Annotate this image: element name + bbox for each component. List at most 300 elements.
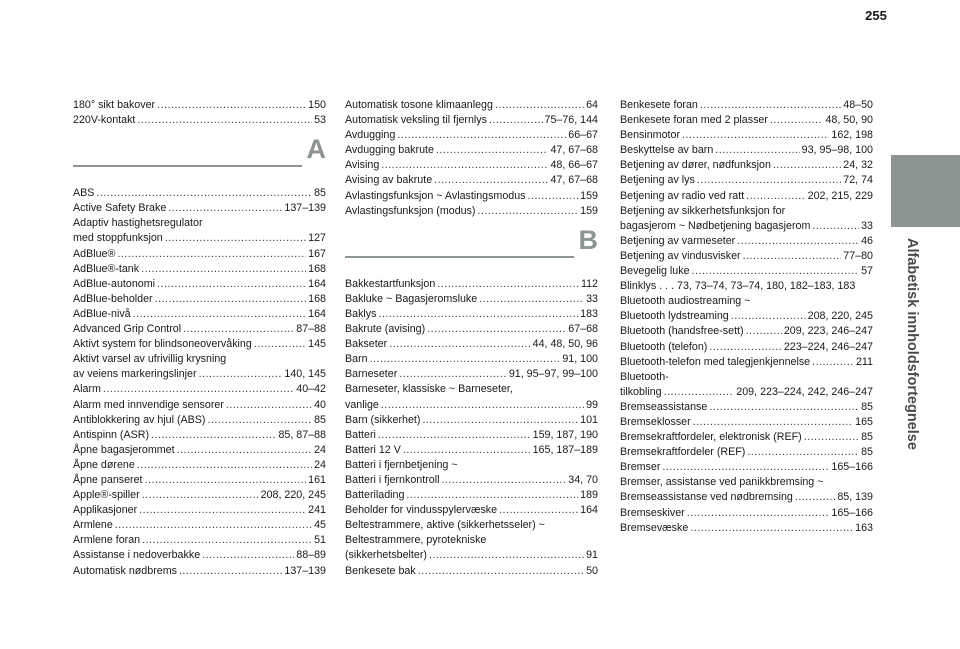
dot-leader: [151, 428, 276, 443]
index-entry: [620, 128, 873, 143]
index-entry: [620, 521, 873, 536]
entry-pages: 66–67: [568, 129, 598, 142]
entry-term: Betjening av dører, nødfunksjon: [620, 159, 771, 172]
entry-term: Aktivt system for blindsoneovervåking: [73, 338, 252, 351]
entry-pages: 140, 145: [284, 368, 326, 381]
entries-b-cont: [620, 98, 873, 536]
entry-term: Assistanse i nedoverbakke: [73, 549, 201, 562]
index-entry: [620, 400, 873, 415]
index-entry: [73, 277, 326, 292]
index-entry: [73, 398, 326, 413]
entry-pages: 164: [308, 307, 326, 320]
index-entry: [73, 518, 326, 533]
entry-pages: 163: [855, 521, 873, 534]
entry-term: AdBlue®: [73, 247, 116, 260]
dot-leader: [142, 488, 259, 503]
index-entry: [620, 340, 873, 355]
index-entry: [620, 264, 873, 279]
dot-leader: [709, 400, 859, 415]
entry-term: Batteri i fjernkontroll: [345, 473, 440, 486]
index-entry: [73, 186, 326, 201]
entry-term: Baklys: [345, 307, 377, 320]
dot-leader: [687, 506, 830, 521]
dot-leader: [528, 189, 579, 204]
entry-term: Automatisk nødbrems: [73, 564, 177, 577]
entry-pages: 91: [586, 549, 598, 562]
entry-term: AdBlue®-tank: [73, 262, 140, 275]
dot-leader: [690, 521, 853, 536]
entries-b: [345, 277, 598, 579]
entry-pages: 75–76, 144: [544, 114, 598, 127]
dot-leader: [183, 322, 294, 337]
entry-pages: 67–68: [568, 323, 598, 336]
index-entry: [345, 189, 598, 204]
dot-leader: [693, 415, 853, 430]
index-entry: [73, 337, 326, 352]
index-entry: Beltestrammere, pyrotekniske: [345, 534, 487, 547]
entry-pages: 51: [314, 534, 326, 547]
entry-term: Åpne panseret: [73, 473, 143, 486]
index-entry: Bluetooth-: [620, 370, 669, 383]
dot-leader: [141, 262, 306, 277]
entry-term: Bluetooth-telefon med talegjenkjennelse: [620, 355, 811, 368]
dot-leader: [399, 367, 507, 382]
entry-pages: 161: [308, 473, 326, 486]
entry-pages: 189: [580, 489, 598, 502]
entry-pages: 45: [314, 519, 326, 532]
dot-leader: [664, 385, 735, 400]
index-entry: [620, 506, 873, 521]
entry-pages: 93, 95–98, 100: [801, 144, 873, 157]
entry-term: Bremseskiver: [620, 506, 685, 519]
entry-term: 180° sikt bakover: [73, 99, 156, 111]
entry-pages: 48, 50, 90: [825, 114, 873, 127]
entry-pages: 87–88: [296, 323, 326, 336]
entry-pages: 40: [314, 398, 326, 411]
entry-pages: 34, 70: [568, 473, 598, 486]
dot-leader: [406, 488, 578, 503]
index-entry: [345, 548, 598, 563]
entry-term: Batteri 12 V: [345, 443, 401, 456]
chapter-tab: [891, 155, 960, 227]
entry-term: Alarm med innvendige sensorer: [73, 398, 224, 411]
section-letter-b: B: [578, 224, 598, 255]
entry-pages: 40–42: [296, 383, 326, 396]
entry-term: Bluetooth (handsfree-sett): [620, 325, 744, 338]
index-entry: [620, 445, 873, 460]
index-entry: [345, 443, 598, 458]
dot-leader: [142, 533, 312, 548]
entry-term: Avlastingsfunksjon (modus): [345, 204, 476, 217]
entry-term: med stoppfunksjon: [73, 232, 163, 245]
index-entry: [345, 564, 598, 579]
entry-pages: 165–166: [831, 506, 873, 519]
entry-pages: 165: [855, 415, 873, 428]
entry-pages: 159, 187, 190: [532, 428, 598, 441]
entry-term: Barneseter: [345, 368, 398, 381]
entry-term: AdBlue-nivå: [73, 307, 131, 320]
entry-term: Avising av bakrute: [345, 174, 433, 187]
dot-leader: [746, 189, 805, 204]
section-header-a: [73, 134, 326, 180]
dot-leader: [103, 382, 294, 397]
dot-leader: [499, 503, 578, 518]
index-entry: [620, 415, 873, 430]
entry-term: Armlene foran: [73, 534, 141, 547]
index-entry: [345, 473, 598, 488]
dot-leader: [795, 490, 835, 505]
dot-leader: [700, 98, 841, 113]
entry-term: Antispinn (ASR): [73, 428, 150, 441]
entry-term: 220V-kontakt: [73, 114, 136, 127]
entry-pages: 50: [586, 564, 598, 577]
index-entry: [620, 385, 873, 400]
index-entry: [620, 430, 873, 445]
index-entry: [73, 307, 326, 322]
index-entry: [73, 322, 326, 337]
entry-term: Avdugging: [345, 129, 396, 142]
entry-term: Apple®-spiller: [73, 489, 140, 502]
section-rule: [73, 165, 302, 167]
dot-leader: [437, 277, 579, 292]
entry-term: Alarm: [73, 383, 101, 396]
entry-pages: 47, 67–68: [550, 174, 598, 187]
entry-pages: 209, 223, 246–247: [783, 325, 873, 338]
entry-pages: 162, 198: [831, 129, 873, 142]
entry-term: Bremsevæske: [620, 521, 689, 534]
index-entry: [345, 173, 598, 188]
dot-leader: [378, 428, 531, 443]
dot-leader: [137, 458, 312, 473]
entry-term: Bakrute (avising): [345, 323, 426, 336]
entry-pages: 99: [586, 398, 598, 411]
index-entry: [73, 231, 326, 246]
entry-term: Betjening av vindusvisker: [620, 249, 741, 262]
entry-term: Benkesete foran med 2 plasser: [620, 114, 768, 127]
dot-leader: [418, 564, 584, 579]
entry-pages: 85: [314, 413, 326, 426]
index-entry: [73, 113, 326, 128]
entry-term: Bakkestartfunksjon: [345, 277, 436, 290]
entry-pages: 85, 87–88: [278, 428, 326, 441]
entry-term: Advanced Grip Control: [73, 323, 182, 336]
index-entry: [345, 367, 598, 382]
index-entry: [620, 189, 873, 204]
entry-term: Bremseassistanse ved nødbremsing: [620, 491, 793, 504]
dot-leader: [812, 355, 854, 370]
index-entry: [620, 158, 873, 173]
index-entry: [345, 398, 598, 413]
index-entry: [73, 488, 326, 503]
dot-leader: [715, 143, 799, 158]
entry-term: AdBlue-autonomi: [73, 277, 155, 290]
entry-term: Automatisk tosone klimaanlegg: [345, 99, 493, 111]
entry-pages: 150: [308, 99, 326, 111]
index-entry: [345, 503, 598, 518]
dot-leader: [422, 413, 578, 428]
dot-leader: [381, 158, 548, 173]
index-entry: [73, 548, 326, 563]
index-entry: [620, 249, 873, 264]
dot-leader: [737, 234, 859, 249]
index-entry: [73, 443, 326, 458]
dot-leader: [427, 322, 566, 337]
entry-term: Active Safety Brake: [73, 202, 167, 215]
dot-leader: [773, 158, 841, 173]
entry-term: Batteri: [345, 428, 376, 441]
entry-term: Bremseklosser: [620, 415, 691, 428]
entry-term: Batterilading: [345, 489, 405, 502]
entry-pages: 165–166: [831, 461, 873, 474]
entry-pages: 91, 95–97, 99–100: [508, 368, 598, 381]
entry-term: Bremsekraftfordeler (REF): [620, 446, 746, 459]
entry-term: Benkesete foran: [620, 99, 698, 111]
entry-term: (sikkerhetsbelter): [345, 549, 427, 562]
entry-term: Bensinmotor: [620, 129, 680, 142]
index-entry: [345, 292, 598, 307]
dot-leader: [746, 324, 782, 339]
entry-term: Betjening av radio ved ratt: [620, 189, 745, 202]
entry-pages: 164: [308, 277, 326, 290]
entry-pages: 46: [861, 234, 873, 247]
index-column-3: [620, 98, 873, 536]
entry-term: Bremser: [620, 461, 661, 474]
entry-pages: 57: [861, 265, 873, 278]
dot-leader: [155, 292, 307, 307]
index-entry: [73, 458, 326, 473]
entry-term: Armlene: [73, 519, 113, 532]
entry-pages: 208, 220, 245: [807, 310, 873, 323]
index-entry: [73, 413, 326, 428]
dot-leader: [177, 443, 313, 458]
dot-leader: [117, 247, 306, 262]
entry-pages: 85: [861, 431, 873, 444]
dot-leader: [709, 340, 782, 355]
entry-term: Barn (sikkerhet): [345, 413, 421, 426]
dot-leader: [254, 337, 306, 352]
index-entry: Batteri i fjernbetjening ~: [345, 458, 458, 471]
dot-leader: [403, 443, 531, 458]
entry-pages: 91, 100: [562, 353, 598, 366]
dot-leader: [743, 249, 842, 264]
dot-leader: [226, 398, 312, 413]
entry-pages: 164: [580, 504, 598, 517]
entry-pages: 159: [580, 189, 598, 202]
index-entry: [345, 277, 598, 292]
dot-leader: [682, 128, 829, 143]
index-entry: [345, 337, 598, 352]
entry-term: ABS: [73, 187, 95, 200]
index-entry: [73, 292, 326, 307]
entries-pre-a: [73, 98, 326, 128]
index-entry: Adaptiv hastighetsregulator: [73, 217, 203, 230]
entry-pages: 33: [586, 292, 598, 305]
index-entry: [345, 307, 598, 322]
dot-leader: [157, 277, 306, 292]
entry-term: Betjening av varmeseter: [620, 234, 736, 247]
entry-term: Automatisk veksling til fjernlys: [345, 114, 487, 127]
entry-term: Applikasjoner: [73, 504, 138, 517]
dot-leader: [202, 548, 294, 563]
entry-term: Bremseassistanse: [620, 400, 708, 413]
entry-term: Bakseter: [345, 338, 388, 351]
entry-term: Åpne bagasjerommet: [73, 443, 175, 456]
index-entry: Betjening av sikkerhetsfunksjon for: [620, 204, 786, 217]
entry-pages: 168: [308, 262, 326, 275]
entry-term: Bluetooth lydstreaming: [620, 310, 729, 323]
dot-leader: [378, 307, 578, 322]
dot-leader: [207, 413, 312, 428]
entry-term: av veiens markeringslinjer: [73, 368, 197, 381]
dot-leader: [165, 231, 306, 246]
dot-leader: [662, 460, 829, 475]
index-entry: [620, 113, 873, 128]
entry-pages: 211: [855, 355, 873, 368]
entry-pages: 209, 223–224, 242, 246–247: [736, 385, 873, 398]
entry-pages: 48, 66–67: [550, 159, 598, 172]
entry-term: Barn: [345, 353, 368, 366]
entry-pages: 159: [580, 204, 598, 217]
index-entry: [345, 352, 598, 367]
index-entry: [345, 113, 598, 128]
dot-leader: [478, 204, 579, 219]
index-entry: Aktivt varsel av ufrivillig krysning: [73, 353, 227, 366]
index-entry: [345, 488, 598, 503]
dot-leader: [770, 113, 824, 128]
index-entry: [73, 247, 326, 262]
dot-leader: [137, 113, 312, 128]
entry-pages: 85: [314, 187, 326, 200]
entry-pages: 208, 220, 245: [260, 489, 326, 502]
entry-pages: 145: [308, 338, 326, 351]
dot-leader: [139, 503, 306, 518]
entry-pages: 137–139: [284, 564, 326, 577]
index-entry: [73, 533, 326, 548]
entry-term: Bevegelig luke: [620, 265, 690, 278]
dot-leader: [731, 309, 806, 324]
index-entry: [620, 219, 873, 234]
dot-leader: [436, 143, 549, 158]
page-number: 255: [865, 8, 887, 23]
index-entry: [620, 355, 873, 370]
dot-leader: [168, 201, 282, 216]
entry-pages: 112: [580, 277, 598, 290]
index-entry: [73, 428, 326, 443]
entry-pages: 47, 67–68: [550, 144, 598, 157]
entry-pages: 24: [314, 458, 326, 471]
index-entry: [345, 413, 598, 428]
entries-a: [73, 186, 326, 578]
index-entry: [345, 428, 598, 443]
section-header-b: [345, 225, 598, 271]
index-entry: [620, 460, 873, 475]
entry-pages: 168: [308, 292, 326, 305]
dot-leader: [389, 337, 530, 352]
entry-term: Betjening av lys: [620, 174, 695, 187]
dot-leader: [397, 128, 566, 143]
entry-pages: 77–80: [843, 249, 873, 262]
index-entry: [73, 262, 326, 277]
index-entry: [345, 98, 598, 113]
entry-term: Bremsekraftfordeler, elektronisk (REF): [620, 431, 802, 444]
entry-term: tilkobling: [620, 385, 662, 398]
dot-leader: [804, 430, 859, 445]
dot-leader: [179, 564, 282, 579]
dot-leader: [434, 173, 548, 188]
entry-pages: 202, 215, 229: [807, 189, 873, 202]
index-entry: [345, 322, 598, 337]
entry-term: Avlastingsfunksjon ~ Avlastingsmodus: [345, 189, 526, 202]
index-entry: [620, 490, 873, 505]
chapter-label: [904, 238, 922, 458]
entry-pages: 101: [580, 413, 598, 426]
dot-leader: [812, 219, 859, 234]
index-entry: [345, 128, 598, 143]
entry-term: Antiblokkering av hjul (ABS): [73, 413, 206, 426]
entry-term: Benkesete bak: [345, 564, 416, 577]
index-entry: Beltestrammere, aktive (sikkerhetsseler) ~: [345, 519, 545, 532]
index-entry: [73, 564, 326, 579]
entry-pages: 53: [314, 114, 326, 127]
entry-term: Avdugging bakrute: [345, 144, 434, 157]
index-entry: [620, 173, 873, 188]
index-entry: [73, 367, 326, 382]
entry-pages: 33: [861, 219, 873, 232]
entry-pages: 241: [308, 504, 326, 517]
index-entry: Bluetooth audiostreaming ~: [620, 295, 751, 308]
entry-term: bagasjerom ~ Nødbetjening bagasjerom: [620, 219, 811, 232]
index-entry: Barneseter, klassiske ~ Barneseter,: [345, 383, 513, 396]
index-entry: [620, 309, 873, 324]
entry-pages: 24, 32: [843, 159, 873, 172]
dot-leader: [381, 398, 584, 413]
index-entry: [73, 98, 326, 113]
index-entry: [620, 234, 873, 249]
entry-term: vanlige: [345, 398, 379, 411]
entries-pre-b: [345, 98, 598, 219]
entry-pages: 167: [308, 247, 326, 260]
entry-pages: 72, 74: [843, 174, 873, 187]
section-letter-a: A: [306, 134, 326, 165]
index-entry: Blinklys . . . 73, 73–74, 73–74, 180, 182–183, 183: [620, 280, 856, 293]
dot-leader: [133, 307, 307, 322]
dot-leader: [495, 98, 584, 113]
index-entry: Bremser, assistanse ved panikkbremsing ~: [620, 476, 824, 489]
dot-leader: [489, 113, 543, 128]
entry-pages: 137–139: [284, 202, 326, 215]
entry-term: Avising: [345, 159, 380, 172]
index-column-2: [345, 98, 598, 579]
dot-leader: [429, 548, 584, 563]
index-entry: [345, 158, 598, 173]
index-entry: [620, 98, 873, 113]
entry-pages: 85, 139: [837, 491, 873, 504]
dot-leader: [441, 473, 566, 488]
dot-leader: [157, 98, 306, 113]
entry-term: AdBlue-beholder: [73, 292, 153, 305]
entry-pages: 183: [580, 307, 598, 320]
dot-leader: [96, 186, 312, 201]
dot-leader: [479, 292, 584, 307]
chapter-label-text: Alfabetisk innholdsfortegnelse: [904, 238, 920, 450]
entry-term: Bakluke ~ Bagasjeromsluke: [345, 292, 478, 305]
index-entry: [73, 382, 326, 397]
entry-term: Bluetooth (telefon): [620, 340, 708, 353]
index-entry: [620, 143, 873, 158]
entry-pages: 85: [861, 446, 873, 459]
entry-pages: 44, 48, 50, 96: [532, 338, 598, 351]
index-entry: [620, 324, 873, 339]
